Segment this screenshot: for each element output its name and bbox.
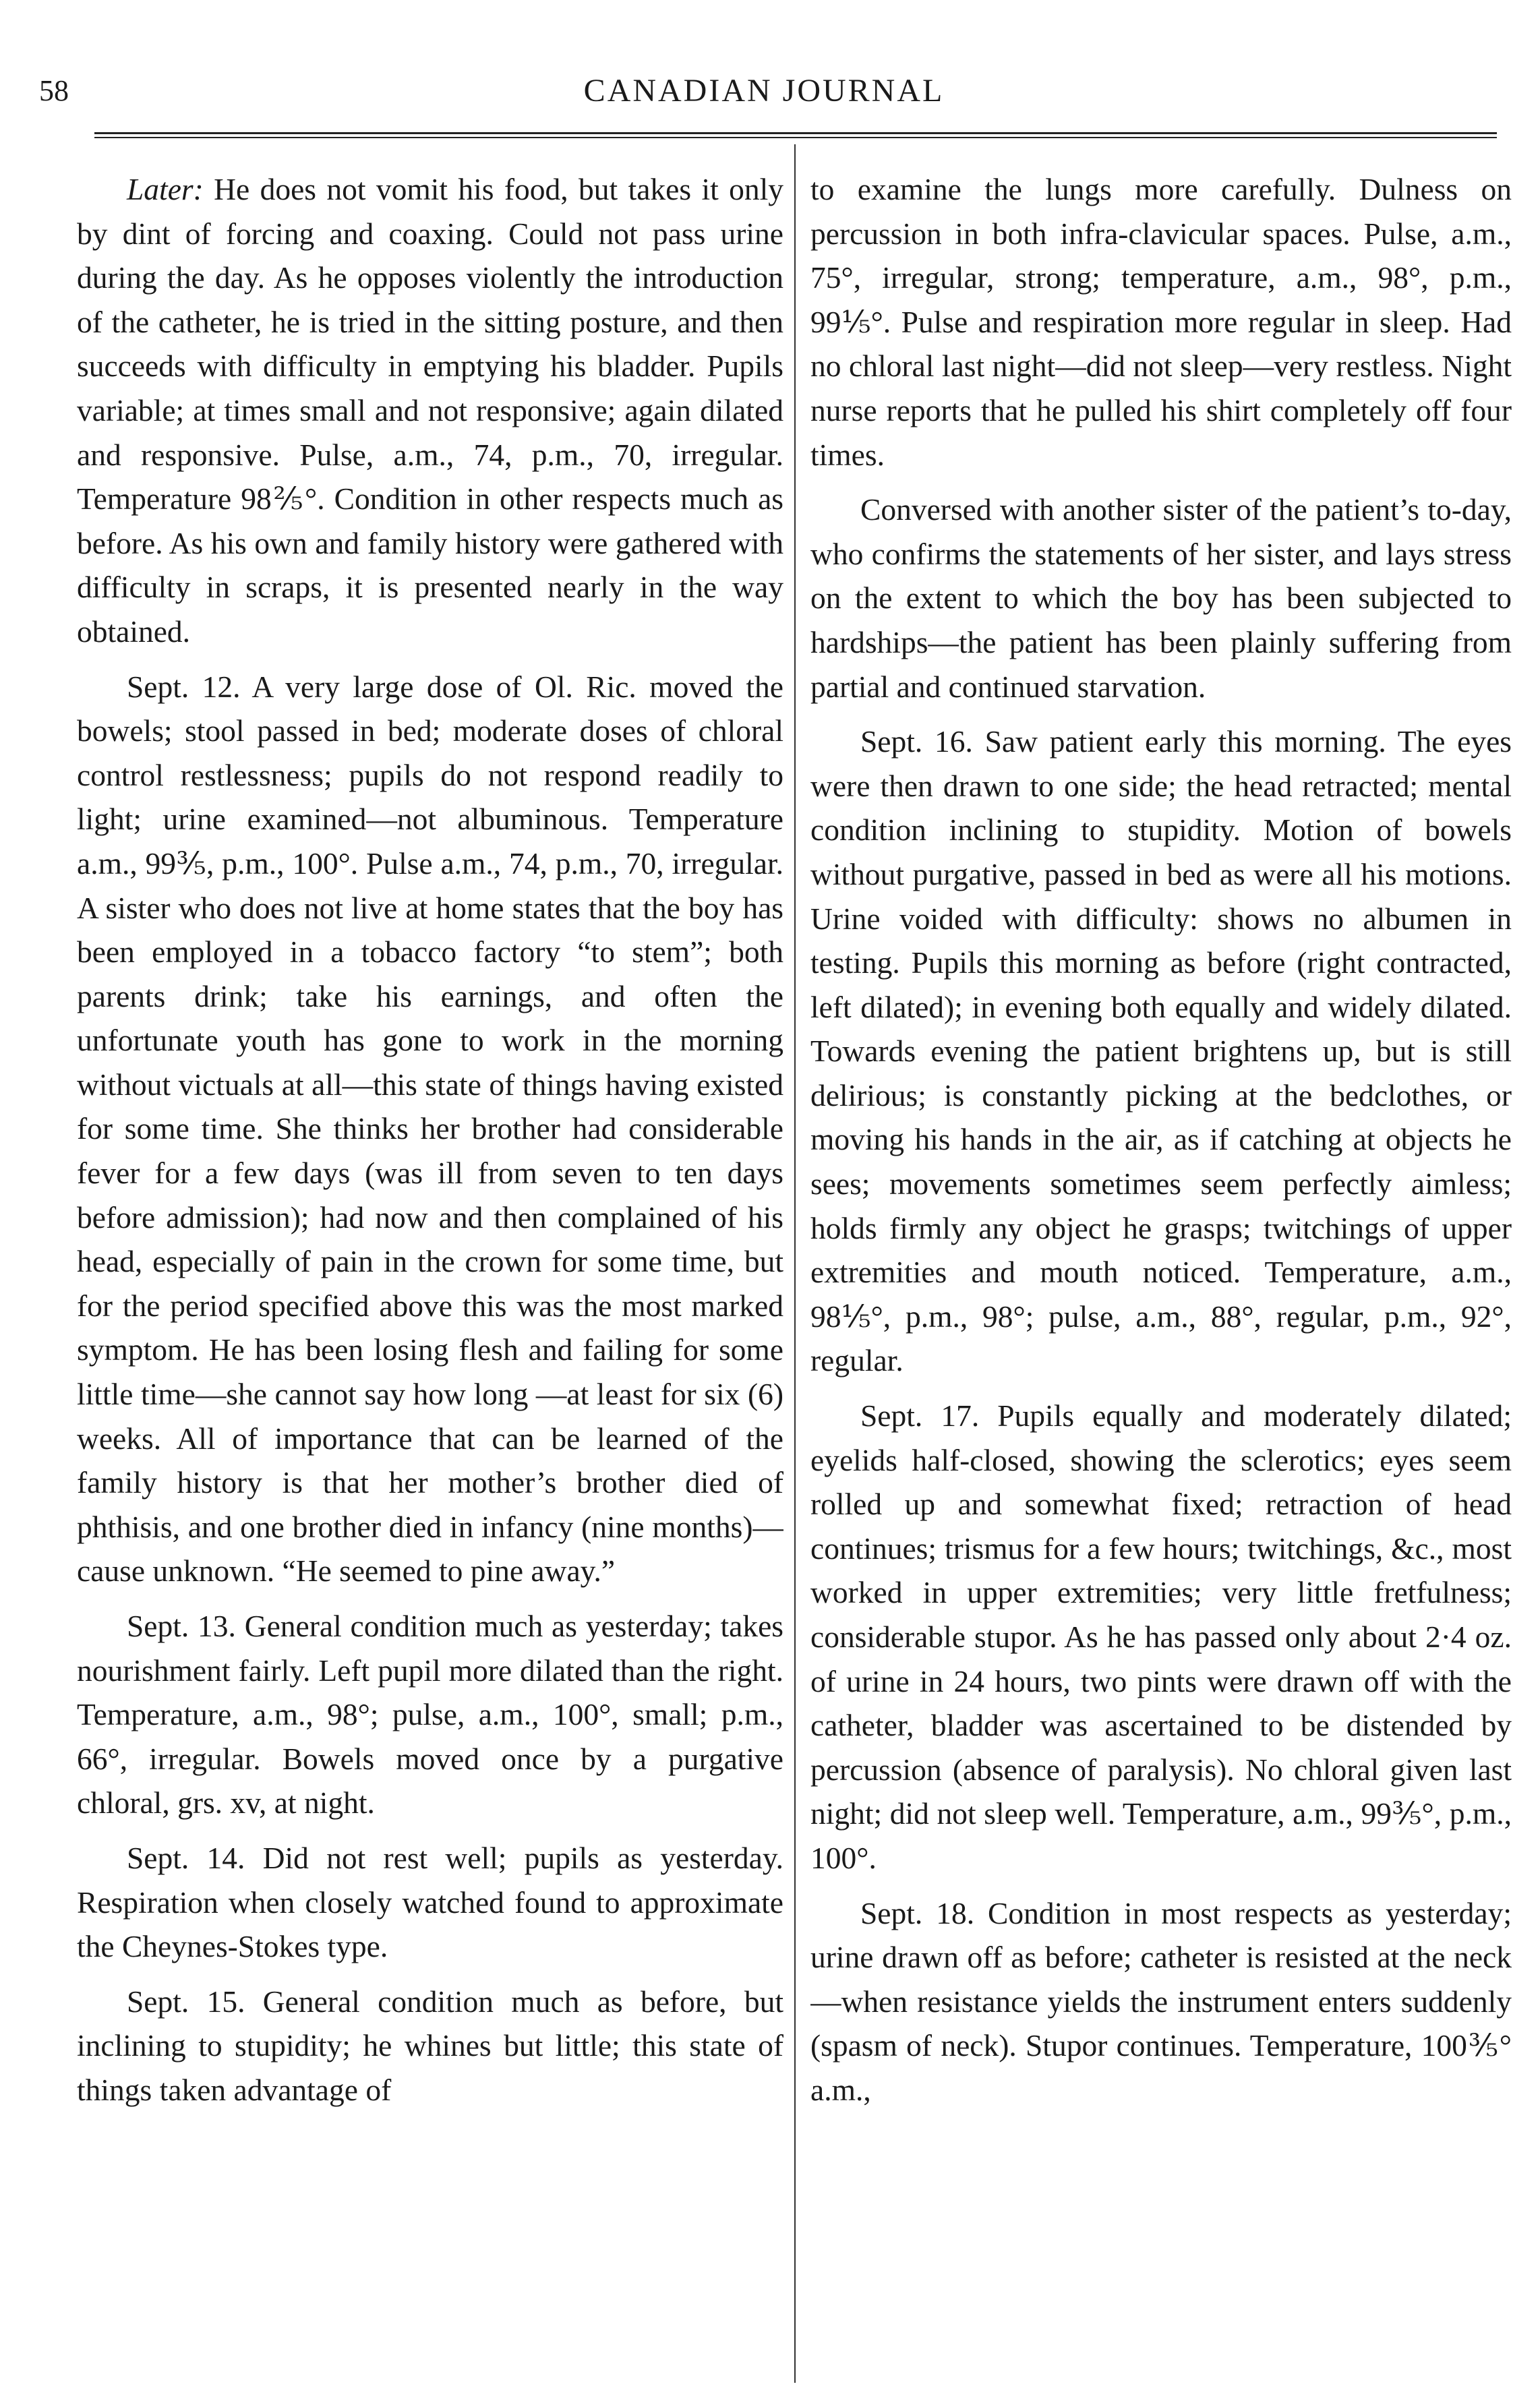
paragraph: Sept. 16. Saw patient early this morning. The eyes were then drawn to one side; the head retracted; mental condition inclining to stupidity. Motion of bowels without purgative, passed in bed as were all his motions. Urine voided with difficulty: shows no albumen in testing. Pupils this morning as before (right contracted, left dilated); in evening both equally and widely dilated. Towards evening the patient brightens up, but is still delirious; is constantly picking at the bedclothes, or moving his hands in the air, as if catching at objects he sees; movements sometimes seem perfectly aimless; holds firmly any object he grasps; twitchings of upper extremities and mouth noticed. Temperature, a.m., 98⅕°, p.m., 98°; pulse, a.m., 88°, regular, p.m., 92°, regular. <box>810 724 1512 1378</box>
column-divider <box>794 144 796 2383</box>
paragraph: Sept. 12. A very large dose of Ol. Ric. moved the bowels; stool passed in bed; moderate doses of chloral control restlessness; pupils do not respond readily to light; urine examined—not albuminous. Temperature a.m., 99⅗, p.m., 100°. Pulse a.m., 74, p.m., 70, irregular. A sister who does not live at home states that the boy has been employed in a tobacco factory “to stem”; both parents drink; take his earnings, and often the unfortunate youth has gone to work in the morning without victuals at all—this state of things having existed for some time. She thinks her brother had considerable fever for a few days (was ill from seven to ten days before admission); had now and then complained of his head, especially of pain in the crown for some time, but for the period specified above this was the most marked symptom. He has been losing flesh and failing for some little time—she cannot say how long —at least for six (6) weeks. All of importance that can be learned of the family history is that her mother’s brother died of phthisis, and one brother died in infancy (nine months)—cause unknown. “He seemed to pine away.” <box>77 669 783 1589</box>
page-header <box>39 70 1489 112</box>
paragraph: Sept. 18. Condition in most respects as yesterday; urine drawn off as before; catheter is resisted at the neck—when resistance yields the instrument enters suddenly (spasm of neck). Stupor continues. Temperature, 100⅗° a.m., <box>810 1895 1512 2107</box>
page-number: 58 <box>39 74 69 107</box>
paragraph: Sept. 17. Pupils equally and moderately dilated; eyelids half-closed, showing the sclerotics; eyes seem rolled up and somewhat fixed; retraction of head continues; trismus for a few hours; twitchings, &c., most worked in upper extremities; very little fretfulness; considerable stupor. As he has passed only about 2·4 oz. of urine in 24 hours, two pints were drawn off with the catheter, bladder was ascertained to be distended by percussion (absence of paralysis). No chloral given last night; did not sleep well. Temperature, a.m., 99⅗°, p.m., 100°. <box>810 1398 1512 1875</box>
running-head: CANADIAN JOURNAL <box>583 73 945 109</box>
paragraph: Conversed with another sister of the patient’s to-day, who confirms the statements of her sister, and lays stress on the extent to which the boy has been subjected to hardships—the patient has been plainly suffering from partial and continued starvation. <box>810 492 1512 704</box>
paragraph: to examine the lungs more carefully. Dulness on percussion in both infra-clavicular spaces. Pulse, a.m., 75°, irregular, strong; temperature, a.m., 98°, p.m., 99⅕°. Pulse and respiration more regular in sleep. Had no chloral last night—did not sleep—very restless. Night nurse reports that he pulled his shirt completely off four times. <box>810 172 1512 472</box>
paragraph: Sept. 14. Did not rest well; pupils as yesterday. Respiration when closely watched found to approximate the Cheynes-Stokes type. <box>77 1840 783 1964</box>
paragraph: Sept. 15. General condition much as before, but inclining to stupidity; he whines but little; this state of things taken advantage of <box>77 1984 783 2107</box>
header-rule <box>94 132 1497 138</box>
right-column <box>810 167 1512 2372</box>
paragraph: Sept. 13. General condition much as yesterday; takes nourishment fairly. Left pupil more dilated than the right. Temperature, a.m., 98°; pulse, a.m., 100°, small; p.m., 66°, irregular. Bowels moved once by a purgative chloral, grs. xv, at night. <box>77 1609 783 1820</box>
paragraph-text: He does not vomit his food, but takes it only by dint of forcing and coaxing. Could not pass urine during the day. As he opposes violently the introduction of the catheter, he is tried in the sitting posture, and then succeeds with difficulty in emptying his bladder. Pupils variable; at times small and not responsive; again dilated and responsive. Pulse, a.m., 74, p.m., 70, irregular. Temperature 98⅖°. Condition in other respects much as before. As his own and family history were gathered with difficulty in scraps, it is presented nearly in the way obtained. <box>77 172 783 649</box>
paragraph-lead: Later: <box>127 172 204 206</box>
paragraph <box>77 167 783 654</box>
left-column <box>77 167 783 2372</box>
